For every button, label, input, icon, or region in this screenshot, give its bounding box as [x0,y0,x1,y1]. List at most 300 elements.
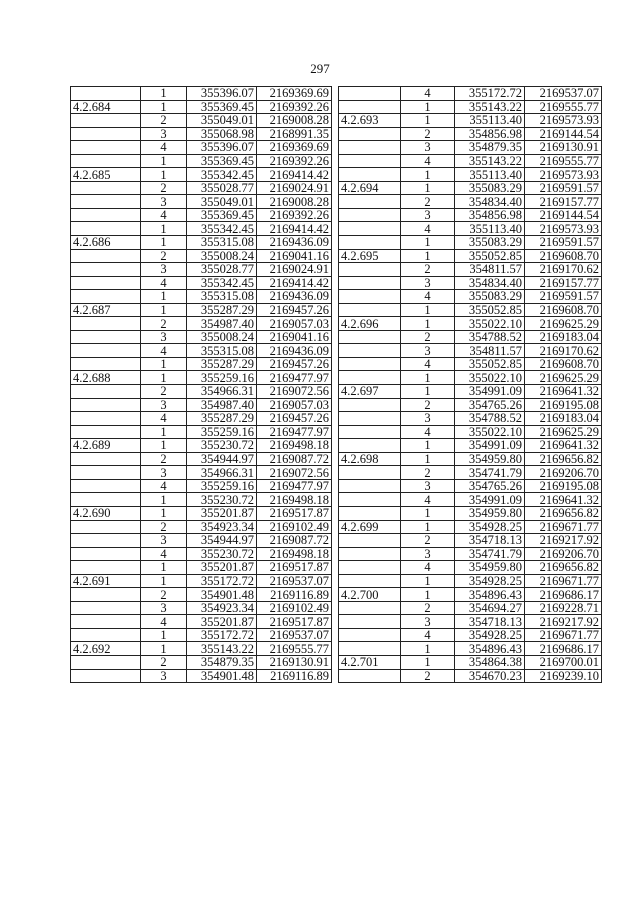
section-cell [71,222,141,236]
y-coordinate-cell: 2169686.17 [525,588,602,602]
x-coordinate-cell: 355342.45 [187,276,257,290]
x-coordinate-cell: 355287.29 [187,303,257,317]
table-row [339,100,602,114]
table-row [71,412,332,426]
table-row [339,561,602,575]
x-coordinate-cell: 355315.08 [187,344,257,358]
table-row [71,493,332,507]
table-row [339,127,602,141]
point-cell: 3 [401,344,455,358]
point-cell: 2 [401,127,455,141]
point-cell: 4 [141,412,187,426]
section-cell [71,534,141,548]
point-cell: 4 [401,357,455,371]
section-cell: 4.2.691 [71,574,141,588]
x-coordinate-cell: 355083.29 [455,290,525,304]
y-coordinate-cell: 2169671.77 [525,574,602,588]
point-cell: 4 [401,425,455,439]
section-cell [339,236,401,250]
y-coordinate-cell: 2169414.42 [257,222,332,236]
section-cell [71,628,141,642]
point-cell: 4 [141,479,187,493]
point-cell: 1 [401,655,455,669]
y-coordinate-cell: 2169625.29 [525,317,602,331]
table-row [339,114,602,128]
table-row [71,181,332,195]
x-coordinate-cell: 355083.29 [455,181,525,195]
table-row [339,588,602,602]
y-coordinate-cell: 2169072.56 [257,466,332,480]
x-coordinate-cell: 354966.31 [187,466,257,480]
y-coordinate-cell: 2169555.77 [525,100,602,114]
table-row [71,547,332,561]
y-coordinate-cell: 2169072.56 [257,385,332,399]
point-cell: 1 [141,357,187,371]
section-cell [339,371,401,385]
table-row [339,466,602,480]
y-coordinate-cell: 2169656.82 [525,561,602,575]
section-cell [71,357,141,371]
section-cell [71,547,141,561]
section-cell [339,87,401,101]
section-cell [339,669,401,683]
table-row [71,290,332,304]
point-cell: 3 [401,208,455,222]
y-coordinate-cell: 2169641.32 [525,493,602,507]
table-row [71,615,332,629]
point-cell: 1 [141,87,187,101]
table-row [339,154,602,168]
x-coordinate-cell: 354991.09 [455,385,525,399]
section-cell [339,276,401,290]
point-cell: 1 [141,290,187,304]
section-cell [339,534,401,548]
point-cell: 4 [401,628,455,642]
point-cell: 1 [141,100,187,114]
point-cell: 3 [401,276,455,290]
x-coordinate-cell: 354788.52 [455,412,525,426]
x-coordinate-cell: 355172.72 [187,628,257,642]
point-cell: 3 [141,466,187,480]
table-row [339,412,602,426]
table-row [339,628,602,642]
coordinates-table-left [70,86,332,683]
table-row [339,452,602,466]
section-cell: 4.2.687 [71,303,141,317]
y-coordinate-cell: 2169008.28 [257,195,332,209]
point-cell: 1 [401,439,455,453]
point-cell: 4 [141,276,187,290]
y-coordinate-cell: 2169573.93 [525,222,602,236]
section-cell [71,493,141,507]
section-cell: 4.2.692 [71,642,141,656]
section-cell [71,669,141,683]
section-cell [339,208,401,222]
table-row [339,669,602,683]
x-coordinate-cell: 355022.10 [455,425,525,439]
x-coordinate-cell: 354991.09 [455,493,525,507]
x-coordinate-cell: 355201.87 [187,506,257,520]
point-cell: 2 [141,249,187,263]
table-row [71,466,332,480]
y-coordinate-cell: 2169041.16 [257,330,332,344]
section-cell [339,344,401,358]
point-cell: 1 [401,371,455,385]
table-row [71,574,332,588]
section-cell [71,601,141,615]
point-cell: 3 [141,398,187,412]
x-coordinate-cell: 355315.08 [187,290,257,304]
x-coordinate-cell: 355143.22 [455,100,525,114]
point-cell: 2 [401,195,455,209]
point-cell: 1 [401,520,455,534]
y-coordinate-cell: 2169369.69 [257,141,332,155]
section-cell [71,276,141,290]
section-cell: 4.2.689 [71,439,141,453]
x-coordinate-cell: 354694.27 [455,601,525,615]
y-coordinate-cell: 2169087.72 [257,452,332,466]
point-cell: 2 [141,588,187,602]
section-cell [339,141,401,155]
table-row [71,222,332,236]
x-coordinate-cell: 354901.48 [187,588,257,602]
section-cell: 4.2.699 [339,520,401,534]
x-coordinate-cell: 355287.29 [187,412,257,426]
y-coordinate-cell: 2169144.54 [525,127,602,141]
table-row [339,317,602,331]
table-row [71,344,332,358]
y-coordinate-cell: 2169517.87 [257,561,332,575]
section-cell: 4.2.686 [71,236,141,250]
table-row [71,195,332,209]
x-coordinate-cell: 355172.72 [187,574,257,588]
point-cell: 2 [401,466,455,480]
section-cell [339,303,401,317]
point-cell: 1 [401,303,455,317]
section-cell [71,154,141,168]
point-cell: 1 [141,439,187,453]
section-cell [339,615,401,629]
coordinates-table-right [338,86,602,683]
table-row [339,290,602,304]
point-cell: 4 [401,561,455,575]
x-coordinate-cell: 354765.26 [455,479,525,493]
table-row [339,385,602,399]
section-cell [71,466,141,480]
x-coordinate-cell: 354811.57 [455,263,525,277]
y-coordinate-cell: 2169671.77 [525,628,602,642]
point-cell: 2 [401,263,455,277]
x-coordinate-cell: 355052.85 [455,249,525,263]
point-cell: 1 [141,371,187,385]
y-coordinate-cell: 2169183.04 [525,330,602,344]
section-cell [339,642,401,656]
table-row [71,168,332,182]
x-coordinate-cell: 355259.16 [187,371,257,385]
point-cell: 3 [141,330,187,344]
table-row [71,357,332,371]
y-coordinate-cell: 2169228.71 [525,601,602,615]
y-coordinate-cell: 2169024.91 [257,181,332,195]
table-row [71,425,332,439]
x-coordinate-cell: 355008.24 [187,330,257,344]
point-cell: 4 [141,141,187,155]
point-cell: 1 [401,385,455,399]
point-cell: 1 [141,574,187,588]
point-cell: 3 [141,669,187,683]
x-coordinate-cell: 354928.25 [455,628,525,642]
section-cell [71,208,141,222]
x-coordinate-cell: 354901.48 [187,669,257,683]
point-cell: 2 [401,330,455,344]
y-coordinate-cell: 2169555.77 [257,642,332,656]
section-cell [339,263,401,277]
point-cell: 1 [401,317,455,331]
y-coordinate-cell: 2169195.08 [525,479,602,493]
x-coordinate-cell: 354944.97 [187,534,257,548]
table-row [339,168,602,182]
table-row [339,534,602,548]
point-cell: 1 [401,452,455,466]
table-row [71,87,332,101]
y-coordinate-cell: 2169457.26 [257,303,332,317]
point-cell: 4 [141,344,187,358]
x-coordinate-cell: 354987.40 [187,398,257,412]
y-coordinate-cell: 2169130.91 [257,655,332,669]
point-cell: 1 [141,168,187,182]
x-coordinate-cell: 355230.72 [187,547,257,561]
table-row [71,628,332,642]
y-coordinate-cell: 2169217.92 [525,615,602,629]
section-cell [71,561,141,575]
section-cell [339,547,401,561]
y-coordinate-cell: 2169457.26 [257,357,332,371]
section-cell [339,493,401,507]
x-coordinate-cell: 355342.45 [187,222,257,236]
point-cell: 4 [401,290,455,304]
point-cell: 3 [401,547,455,561]
point-cell: 3 [141,601,187,615]
x-coordinate-cell: 355068.98 [187,127,257,141]
section-cell [339,479,401,493]
y-coordinate-cell: 2169130.91 [525,141,602,155]
x-coordinate-cell: 355113.40 [455,114,525,128]
section-cell [339,574,401,588]
section-cell [71,398,141,412]
section-cell: 4.2.685 [71,168,141,182]
table-row [71,452,332,466]
y-coordinate-cell: 2169217.92 [525,534,602,548]
y-coordinate-cell: 2169157.77 [525,195,602,209]
table-row [339,87,602,101]
x-coordinate-cell: 355201.87 [187,615,257,629]
table-row [71,398,332,412]
table-row [71,127,332,141]
x-coordinate-cell: 354864.38 [455,655,525,669]
point-cell: 4 [401,154,455,168]
y-coordinate-cell: 2169392.26 [257,154,332,168]
section-cell [339,195,401,209]
table-row [339,357,602,371]
table-row [71,236,332,250]
table-row [71,655,332,669]
point-cell: 3 [141,534,187,548]
section-cell [339,330,401,344]
y-coordinate-cell: 2169057.03 [257,317,332,331]
y-coordinate-cell: 2169700.01 [525,655,602,669]
y-coordinate-cell: 2169183.04 [525,412,602,426]
x-coordinate-cell: 354944.97 [187,452,257,466]
point-cell: 1 [401,506,455,520]
x-coordinate-cell: 355369.45 [187,154,257,168]
y-coordinate-cell: 2169591.57 [525,290,602,304]
x-coordinate-cell: 355259.16 [187,425,257,439]
table-row [339,479,602,493]
x-coordinate-cell: 355315.08 [187,236,257,250]
y-coordinate-cell: 2169457.26 [257,412,332,426]
section-cell: 4.2.698 [339,452,401,466]
point-cell: 1 [141,561,187,575]
y-coordinate-cell: 2169608.70 [525,303,602,317]
y-coordinate-cell: 2169591.57 [525,236,602,250]
y-coordinate-cell: 2169170.62 [525,263,602,277]
point-cell: 2 [401,534,455,548]
y-coordinate-cell: 2169498.18 [257,439,332,453]
table-row [339,547,602,561]
point-cell: 4 [141,615,187,629]
y-coordinate-cell: 2169537.07 [257,628,332,642]
section-cell [71,615,141,629]
x-coordinate-cell: 355052.85 [455,357,525,371]
section-cell: 4.2.688 [71,371,141,385]
x-coordinate-cell: 354856.98 [455,208,525,222]
point-cell: 2 [141,385,187,399]
table-row [71,520,332,534]
y-coordinate-cell: 2169477.97 [257,425,332,439]
point-cell: 3 [141,195,187,209]
y-coordinate-cell: 2169157.77 [525,276,602,290]
point-cell: 4 [141,547,187,561]
y-coordinate-cell: 2169686.17 [525,642,602,656]
y-coordinate-cell: 2169116.89 [257,588,332,602]
table-row [71,141,332,155]
x-coordinate-cell: 354991.09 [455,439,525,453]
point-cell: 1 [141,493,187,507]
x-coordinate-cell: 354923.34 [187,601,257,615]
table-row [339,344,602,358]
section-cell [71,263,141,277]
y-coordinate-cell: 2169436.09 [257,290,332,304]
table-row [71,249,332,263]
y-coordinate-cell: 2169414.42 [257,276,332,290]
section-cell [339,154,401,168]
table-row [339,574,602,588]
table-row [339,425,602,439]
section-cell [71,452,141,466]
x-coordinate-cell: 354834.40 [455,195,525,209]
table-row [71,303,332,317]
section-cell: 4.2.700 [339,588,401,602]
y-coordinate-cell: 2169498.18 [257,493,332,507]
section-cell [71,195,141,209]
section-cell: 4.2.695 [339,249,401,263]
table-row [71,263,332,277]
x-coordinate-cell: 354896.43 [455,588,525,602]
y-coordinate-cell: 2169170.62 [525,344,602,358]
table-row [339,655,602,669]
x-coordinate-cell: 354879.35 [455,141,525,155]
y-coordinate-cell: 2169625.29 [525,371,602,385]
x-coordinate-cell: 355052.85 [455,303,525,317]
section-cell [71,181,141,195]
point-cell: 1 [141,154,187,168]
table-row [339,276,602,290]
x-coordinate-cell: 355022.10 [455,317,525,331]
x-coordinate-cell: 354879.35 [187,655,257,669]
point-cell: 2 [141,655,187,669]
y-coordinate-cell: 2169436.09 [257,344,332,358]
point-cell: 1 [401,181,455,195]
y-coordinate-cell: 2169671.77 [525,520,602,534]
x-coordinate-cell: 354987.40 [187,317,257,331]
x-coordinate-cell: 354765.26 [455,398,525,412]
y-coordinate-cell: 2169102.49 [257,520,332,534]
point-cell: 3 [141,127,187,141]
y-coordinate-cell: 2169656.82 [525,452,602,466]
y-coordinate-cell: 2169057.03 [257,398,332,412]
y-coordinate-cell: 2169414.42 [257,168,332,182]
table-row [71,114,332,128]
section-cell [71,330,141,344]
table-row [339,506,602,520]
x-coordinate-cell: 355028.77 [187,263,257,277]
section-cell [71,249,141,263]
y-coordinate-cell: 2169392.26 [257,208,332,222]
section-cell [71,520,141,534]
point-cell: 1 [401,249,455,263]
section-cell [71,479,141,493]
y-coordinate-cell: 2169195.08 [525,398,602,412]
y-coordinate-cell: 2169608.70 [525,249,602,263]
y-coordinate-cell: 2169498.18 [257,547,332,561]
point-cell: 1 [141,303,187,317]
section-cell [339,100,401,114]
point-cell: 4 [401,87,455,101]
table-row [339,439,602,453]
section-cell [339,425,401,439]
table-row [71,642,332,656]
table-row [71,506,332,520]
y-coordinate-cell: 2169517.87 [257,506,332,520]
x-coordinate-cell: 354718.13 [455,615,525,629]
x-coordinate-cell: 355342.45 [187,168,257,182]
point-cell: 4 [141,208,187,222]
y-coordinate-cell: 2169573.93 [525,114,602,128]
section-cell [339,466,401,480]
table-row [71,100,332,114]
y-coordinate-cell: 2169656.82 [525,506,602,520]
table-row [71,439,332,453]
y-coordinate-cell: 2169537.07 [525,87,602,101]
x-coordinate-cell: 354923.34 [187,520,257,534]
point-cell: 3 [401,615,455,629]
y-coordinate-cell: 2169102.49 [257,601,332,615]
section-cell: 4.2.693 [339,114,401,128]
x-coordinate-cell: 355396.07 [187,87,257,101]
x-coordinate-cell: 354834.40 [455,276,525,290]
section-cell [71,412,141,426]
x-coordinate-cell: 354741.79 [455,547,525,561]
